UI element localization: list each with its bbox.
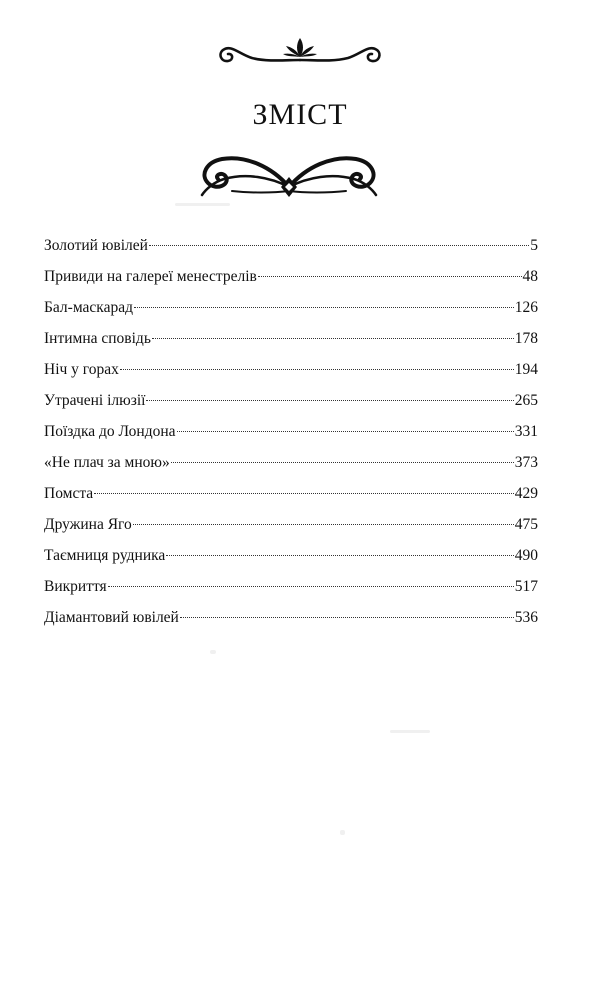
chapter-title: «Не плач за мною» (44, 454, 170, 471)
dot-leader (133, 524, 514, 525)
toc-entry (44, 261, 538, 292)
page-number: 48 (522, 268, 538, 285)
dot-leader (152, 338, 514, 339)
chapter-title: Таємниця рудника (44, 547, 166, 564)
dot-leader (146, 400, 513, 401)
toc-entry (44, 540, 538, 571)
chapter-title: Золотий ювілей (44, 237, 148, 254)
dot-leader (108, 586, 514, 587)
dot-leader (166, 555, 513, 556)
page-number: 126 (514, 299, 538, 316)
chapter-title: Дружина Яго (44, 516, 132, 533)
chapter-title: Діамантовий ювілей (44, 609, 179, 626)
toc-entry (44, 447, 538, 478)
table-of-contents (44, 230, 538, 633)
dot-leader (149, 245, 529, 246)
page-title: ЗМІСТ (252, 98, 348, 131)
paper-speck (340, 830, 345, 835)
page-number: 5 (530, 237, 538, 254)
toc-entry (44, 230, 538, 261)
dot-leader (258, 276, 522, 277)
toc-entry (44, 602, 538, 633)
toc-entry (44, 509, 538, 540)
toc-entry (44, 323, 538, 354)
chapter-title: Викриття (44, 578, 107, 595)
toc-entry (44, 416, 538, 447)
toc-entry (44, 354, 538, 385)
page-number: 178 (514, 330, 538, 347)
dot-leader (134, 307, 514, 308)
page-number: 265 (514, 392, 538, 409)
page-number: 536 (514, 609, 538, 626)
dot-leader (94, 493, 514, 494)
page-number: 475 (514, 516, 538, 533)
chapter-title: Утрачені ілюзії (44, 392, 146, 409)
scroll-flourish-icon (198, 147, 380, 201)
paper-speck (390, 730, 430, 733)
toc-entry (44, 478, 538, 509)
page-number: 517 (514, 578, 538, 595)
chapter-title: Ніч у горах (44, 361, 119, 378)
chapter-title: Привиди на галереї менестрелів (44, 268, 257, 285)
page-number: 331 (514, 423, 538, 440)
paper-speck (210, 650, 216, 654)
page-number: 373 (514, 454, 538, 471)
chapter-title: Поїздка до Лондона (44, 423, 176, 440)
toc-entry (44, 571, 538, 602)
chapter-title: Інтимна сповідь (44, 330, 151, 347)
page-number: 194 (514, 361, 538, 378)
paper-speck (175, 203, 230, 206)
chapter-title: Бал-маскарад (44, 299, 133, 316)
dot-leader (120, 369, 514, 370)
toc-entry (44, 385, 538, 416)
dot-leader (177, 431, 514, 432)
lotus-flourish-icon (217, 32, 383, 68)
page-number: 490 (514, 547, 538, 564)
toc-entry (44, 292, 538, 323)
page-number: 429 (514, 485, 538, 502)
dot-leader (180, 617, 514, 618)
chapter-title: Помста (44, 485, 94, 502)
dot-leader (171, 462, 514, 463)
